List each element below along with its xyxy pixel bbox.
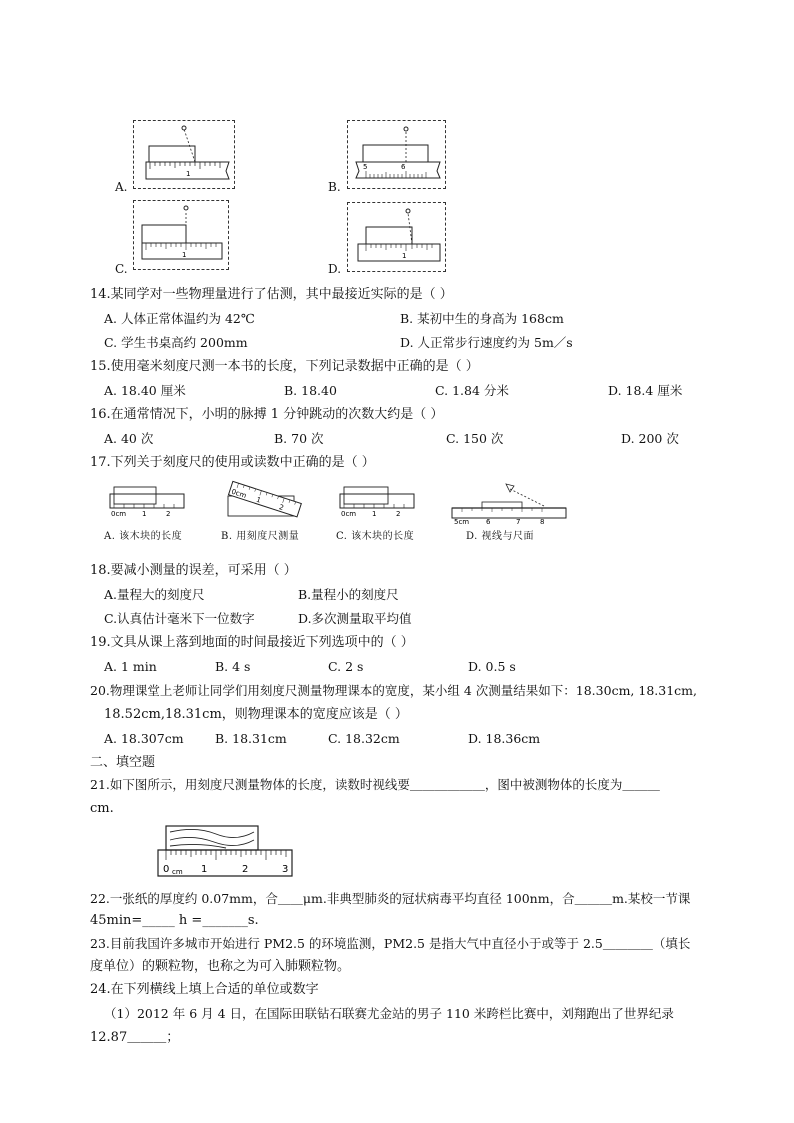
q13-option-b-label: B. <box>328 180 341 194</box>
q22-line2: 45min=_____ h =_______s. <box>90 913 259 928</box>
q23-line2: 度单位）的颗粒物，也称之为可入肺颗粒物。 <box>90 959 351 974</box>
q17-option-c: C. 该木块的长度 <box>336 531 415 542</box>
q17-figure-d <box>448 480 570 524</box>
ruler-diagram-a <box>134 121 234 188</box>
q19-stem: 19.文具从课上落到地面的时间最接近下列选项中的（ ） <box>90 635 414 650</box>
q17a-tick-1: 1 <box>142 510 147 518</box>
q17a-tick-0: 0cm <box>111 510 127 518</box>
q19-option-b: B. 4 s <box>215 659 251 674</box>
ruler-d-tick-label: 1 <box>402 252 407 260</box>
q21-tick-2: 2 <box>242 864 249 875</box>
q19-option-d: D. 0.5 s <box>468 659 516 674</box>
q18-stem: 18.要减小测量的误差，可采用（ ） <box>90 563 297 578</box>
q24-sub1-line1: （1）2012 年 6 月 4 日，在国际田联钻石联赛尤金站的男子 110 米跨栏比赛中，刘翔跑出了世界纪录 <box>104 1006 674 1021</box>
q14-option-a: A. 人体正常体温约为 42℃ <box>104 311 255 326</box>
q18-option-b: B.量程小的刻度尺 <box>298 587 399 602</box>
q17b-tick-1: 1 <box>255 495 262 505</box>
q17-figure-b <box>224 480 306 524</box>
q18-option-d: D.多次测量取平均值 <box>298 611 412 626</box>
q21-line2: cm. <box>90 801 114 816</box>
q17-option-d: D. 视线与尺面 <box>466 531 535 542</box>
q17c-tick-1: 1 <box>372 510 377 518</box>
q21-tick-3: 3 <box>282 864 289 875</box>
q24-sub1-line2: 12.87＿＿＿； <box>90 1030 180 1045</box>
q20-option-c: C. 18.32cm <box>328 731 400 746</box>
q20-stem-line2: 18.52cm,18.31cm，则物理课本的宽度应该是（ ） <box>104 707 408 722</box>
q14-stem: 14.某同学对一些物理量进行了估测，其中最接近实际的是（ ） <box>90 287 453 302</box>
q21-tick-unit: cm <box>172 868 183 876</box>
q19-option-c: C. 2 s <box>328 659 364 674</box>
q15-stem: 15.使用毫米刻度尺测一本书的长度，下列记录数据中正确的是（ ） <box>90 359 479 374</box>
q13-figure-d <box>347 202 446 272</box>
q13-figure-a <box>133 120 235 189</box>
q17d-tick-1: 6 <box>486 518 491 524</box>
ruler-b-tick-right: 6 <box>401 163 406 171</box>
q15-option-a: A. 18.40 厘米 <box>104 383 186 398</box>
q15-option-b: B. 18.40 <box>284 383 337 398</box>
q16-option-b: B. 70 次 <box>274 431 324 446</box>
q19-option-a: A. 1 min <box>104 659 157 674</box>
q17d-tick-0: 5cm <box>454 518 470 524</box>
q16-option-c: C. 150 次 <box>446 431 504 446</box>
ruler-c-tick-label: 1 <box>182 251 187 259</box>
q17-option-a: A. 该木块的长度 <box>104 531 183 542</box>
q17d-tick-2: 7 <box>516 518 521 524</box>
q13-option-a-label: A. <box>115 180 128 194</box>
q14-option-b: B. 某初中生的身高为 168cm <box>400 311 564 326</box>
ruler-b-tick-left: 5 <box>363 163 368 171</box>
q13-option-d-label: D. <box>328 262 342 276</box>
q20-option-a: A. 18.307cm <box>104 731 184 746</box>
q21-ruler-figure <box>156 824 296 882</box>
ruler-diagram-d <box>348 203 445 271</box>
q16-option-d: D. 200 次 <box>621 431 679 446</box>
q17d-tick-3: 8 <box>540 518 545 524</box>
q21-tick-1: 1 <box>201 864 208 875</box>
ruler-diagram-c <box>134 201 228 269</box>
q16-option-a: A. 40 次 <box>104 431 154 446</box>
ruler-diagram-b <box>348 121 445 188</box>
q18-option-a: A.量程大的刻度尺 <box>104 587 205 602</box>
q17c-tick-0: 0cm <box>341 510 357 518</box>
q14-option-d: D. 人正常步行速度约为 5m／s <box>400 335 573 350</box>
q17b-tick-2: 2 <box>277 503 285 513</box>
ruler-a-tick-label: 1 <box>186 170 191 178</box>
q13-figure-b <box>347 120 446 189</box>
q13-option-c-label: C. <box>115 262 128 276</box>
q20-option-b: B. 18.31cm <box>215 731 287 746</box>
q17a-tick-2: 2 <box>166 510 171 518</box>
q16-stem: 16.在通常情况下，小明的脉搏 1 分钟跳动的次数大约是（ ） <box>90 407 444 422</box>
q22-line1: 22.一张纸的厚度约 0.07mm，合＿＿μm.非典型肺炎的冠状病毒平均直径 100nm，合＿＿＿m.某校一节课 <box>90 891 691 906</box>
q14-option-c: C. 学生书桌高约 200mm <box>104 335 248 350</box>
q17c-tick-2: 2 <box>396 510 401 518</box>
q15-option-c: C. 1.84 分米 <box>435 383 509 398</box>
q20-option-d: D. 18.36cm <box>468 731 541 746</box>
q13-figure-c <box>133 200 229 270</box>
q17-stem: 17.下列关于刻度尺的使用或读数中正确的是（ ） <box>90 455 375 470</box>
section-title-fill-in: 二、填空题 <box>90 755 156 770</box>
q17-figure-c <box>338 484 418 522</box>
q15-option-d: D. 18.4 厘米 <box>608 383 683 398</box>
q23-line1: 23.目前我国许多城市开始进行 PM2.5 的环境监测，PM2.5 是指大气中直径小于或等于 2.5＿＿＿＿（填长 <box>90 936 691 951</box>
q21-line1: 21.如下图所示，用刻度尺测量物体的长度，读数时视线要＿＿＿＿＿＿，图中被测物体的长度为＿＿＿ <box>90 777 660 792</box>
q20-stem-line1: 20.物理课堂上老师让同学们用刻度尺测量物理课本的宽度，某小组 4 次测量结果如下：18.30cm, 18.31cm, <box>90 683 697 698</box>
q17b-tick-0: 0cm <box>230 487 248 500</box>
q24-stem: 24.在下列横线上填上合适的单位或数字 <box>90 982 319 997</box>
q17-figure-a <box>108 484 188 522</box>
q17-option-b: B. 用刻度尺测量 <box>221 531 300 542</box>
q21-tick-0: 0 <box>163 864 170 875</box>
q18-option-c: C.认真估计毫米下一位数字 <box>104 611 255 626</box>
